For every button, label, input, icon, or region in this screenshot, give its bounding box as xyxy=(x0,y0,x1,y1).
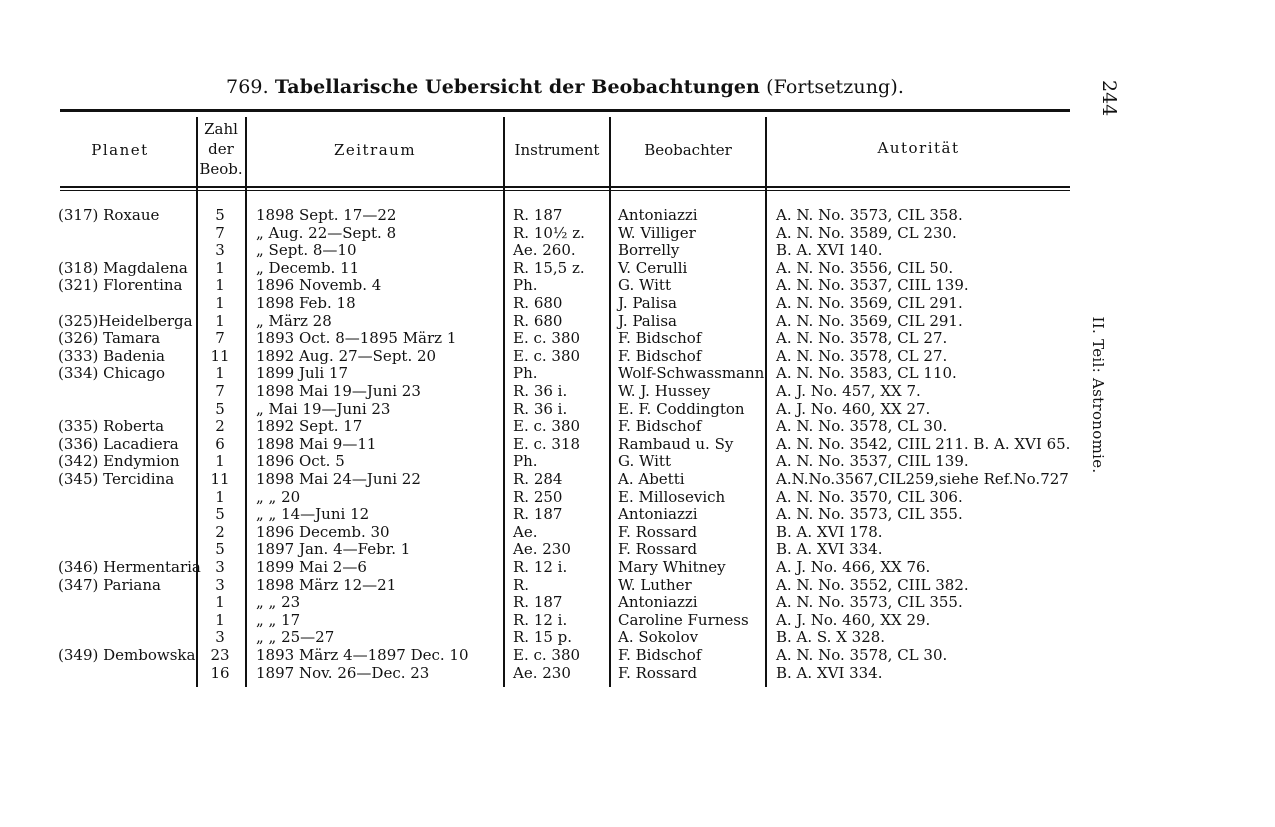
table-row xyxy=(0,418,1075,436)
cell-beobachter: V. Cerulli xyxy=(618,258,688,277)
cell-instrument: Ae. 260. xyxy=(513,241,576,260)
cell-autoritaet: A. N. No. 3537, CIIL 139. xyxy=(776,452,969,471)
cell-planet: (345) Tercidina xyxy=(58,470,175,488)
side-note: II. Teil: Astronomie. xyxy=(1089,316,1107,474)
table-row xyxy=(0,383,1075,401)
table-row xyxy=(0,559,1075,577)
cell-zeitraum: „ Decemb. 11 xyxy=(256,258,360,277)
cell-zeitraum: 1898 Sept. 17—22 xyxy=(256,206,397,224)
cell-beobachter: F. Bidschof xyxy=(618,329,702,348)
cell-zeitraum: 1897 Nov. 26—Dec. 23 xyxy=(256,663,430,682)
cell-instrument: Ph. xyxy=(513,364,538,383)
cell-planet: (318) Magdalena xyxy=(58,258,188,277)
cell-zahl: 1 xyxy=(215,258,225,277)
cell-zahl: 1 xyxy=(215,311,225,330)
table-row xyxy=(0,330,1075,348)
cell-planet: (347) Pariana xyxy=(58,575,161,594)
cell-autoritaet: A. N. No. 3556, CIL 50. xyxy=(776,258,954,277)
cell-beobachter: F. Bidschof xyxy=(618,417,702,436)
cell-zahl: 3 xyxy=(215,575,225,594)
cell-instrument: R. 15 p. xyxy=(513,628,573,647)
cell-zeitraum: 1899 Juli 17 xyxy=(256,364,349,383)
cell-instrument: R. 12 i. xyxy=(513,558,568,576)
cell-zeitraum: 1896 Novemb. 4 xyxy=(256,276,382,295)
cell-planet: (333) Badenia xyxy=(58,346,165,365)
cell-zeitraum: 1898 März 12—21 xyxy=(256,575,397,594)
page-number: 244 xyxy=(1098,80,1120,117)
cell-instrument: Ae. 230 xyxy=(513,540,571,559)
cell-autoritaet: A. N. No. 3573, CIL 358. xyxy=(776,206,963,224)
cell-zahl: 1 xyxy=(215,610,225,629)
cell-instrument: R. 187 xyxy=(513,593,563,612)
cell-instrument: R. 15,5 z. xyxy=(513,258,585,277)
table-row xyxy=(0,436,1075,454)
table-row xyxy=(0,647,1075,665)
cell-instrument: R. 680 xyxy=(513,294,563,312)
cell-autoritaet: A. N. No. 3573, CIL 355. xyxy=(776,505,963,524)
table-row xyxy=(0,577,1075,595)
cell-beobachter: E. Millosevich xyxy=(618,487,726,506)
cell-zahl: 1 xyxy=(215,487,225,506)
title-main: Tabellarische Uebersicht der Beobachtungen xyxy=(274,76,760,98)
cell-instrument: Ph. xyxy=(513,452,538,471)
cell-autoritaet: B. A. XVI 178. xyxy=(776,522,883,541)
cell-zahl: 16 xyxy=(210,663,230,682)
cell-zeitraum: 1898 Mai 19—Juni 23 xyxy=(256,382,421,400)
cell-autoritaet: B. A. XVI 334. xyxy=(776,540,883,559)
table-row xyxy=(0,260,1075,278)
cell-zahl: 11 xyxy=(210,470,230,488)
table-row xyxy=(0,629,1075,647)
table-row xyxy=(0,207,1075,225)
table-row xyxy=(0,506,1075,524)
cell-beobachter: Wolf-Schwassmann xyxy=(618,364,765,383)
cell-beobachter: W. Luther xyxy=(618,575,692,594)
cell-autoritaet: A. N. No. 3589, CL 230. xyxy=(776,223,957,242)
cell-instrument: R. 36 i. xyxy=(513,382,568,400)
cell-beobachter: G. Witt xyxy=(618,276,671,295)
header-zahl-line2: der xyxy=(208,140,234,158)
cell-instrument: Ae. 230 xyxy=(513,663,571,682)
cell-instrument: R. xyxy=(513,575,530,594)
cell-zahl: 1 xyxy=(215,593,225,612)
cell-instrument: R. 680 xyxy=(513,311,563,330)
header-zahl xyxy=(197,119,245,179)
cell-autoritaet: A. N. No. 3583, CL 110. xyxy=(776,364,957,383)
cell-planet: (346) Hermentaria xyxy=(58,558,201,576)
cell-instrument: R. 284 xyxy=(513,470,563,488)
cell-zeitraum: „ „ 23 xyxy=(256,593,301,612)
cell-zeitraum: 1897 Jan. 4—Febr. 1 xyxy=(256,540,411,559)
cell-beobachter: Antoniazzi xyxy=(618,206,698,224)
cell-zeitraum: „ März 28 xyxy=(256,311,332,330)
cell-zahl: 3 xyxy=(215,558,225,576)
table-row xyxy=(0,594,1075,612)
cell-zeitraum: „ „ 25—27 xyxy=(256,628,335,647)
cell-zahl: 7 xyxy=(215,329,225,348)
table-row xyxy=(0,277,1075,295)
cell-zeitraum: 1892 Sept. 17 xyxy=(256,417,363,436)
cell-autoritaet: A. J. No. 466, XX 76. xyxy=(776,558,931,576)
cell-autoritaet: B. A. XVI 140. xyxy=(776,241,883,260)
cell-autoritaet: A. N. No. 3537, CIIL 139. xyxy=(776,276,969,295)
cell-beobachter: Borrelly xyxy=(618,241,680,260)
cell-zeitraum: „ „ 14—Juni 12 xyxy=(256,505,370,524)
cell-beobachter: Caroline Furness xyxy=(618,610,749,629)
cell-zahl: 5 xyxy=(215,206,225,224)
header-zeitraum: Zeitraum xyxy=(333,141,417,159)
cell-beobachter: F. Bidschof xyxy=(618,646,702,664)
cell-autoritaet: B. A. XVI 334. xyxy=(776,663,883,682)
cell-zahl: 5 xyxy=(215,505,225,524)
cell-autoritaet: A. N. No. 3569, CIL 291. xyxy=(776,294,963,312)
table-row xyxy=(0,471,1075,489)
header-planet: Planet xyxy=(91,141,149,159)
cell-beobachter: Antoniazzi xyxy=(618,505,698,524)
cell-zahl: 7 xyxy=(215,223,225,242)
cell-instrument: Ph. xyxy=(513,276,538,295)
cell-beobachter: A. Abetti xyxy=(618,470,685,488)
cell-zeitraum: „ Aug. 22—Sept. 8 xyxy=(256,223,397,242)
header-beobachter: Beobachter xyxy=(644,141,732,159)
cell-zahl: 11 xyxy=(210,346,230,365)
cell-instrument: E. c. 380 xyxy=(513,346,581,365)
table-row xyxy=(0,365,1075,383)
cell-zeitraum: 1892 Aug. 27—Sept. 20 xyxy=(256,346,437,365)
cell-beobachter: F. Rossard xyxy=(618,540,698,559)
cell-planet: (334) Chicago xyxy=(58,364,166,383)
cell-zeitraum: 1896 Decemb. 30 xyxy=(256,522,390,541)
cell-zahl: 2 xyxy=(215,522,225,541)
cell-planet: (317) Roxaue xyxy=(58,206,160,224)
cell-autoritaet: A. N. No. 3578, CL 27. xyxy=(776,346,948,365)
cell-autoritaet: A. N. No. 3570, CIL 306. xyxy=(776,487,963,506)
cell-planet: (349) Dembowska xyxy=(58,646,196,664)
cell-planet: (335) Roberta xyxy=(58,417,165,436)
cell-zahl: 3 xyxy=(215,628,225,647)
title-suffix: (Fortsetzung). xyxy=(766,76,904,98)
cell-autoritaet: A.N.No.3567,CIL259,siehe Ref.No.727 xyxy=(776,470,1069,488)
cell-zeitraum: 1899 Mai 2—6 xyxy=(256,558,367,576)
table-row xyxy=(0,313,1075,331)
cell-beobachter: Antoniazzi xyxy=(618,593,698,612)
table-row xyxy=(0,541,1075,559)
cell-instrument: E. c. 380 xyxy=(513,646,581,664)
table-row xyxy=(0,612,1075,630)
cell-beobachter: W. J. Hussey xyxy=(618,382,711,400)
header-rule-2 xyxy=(60,190,1070,191)
title-number: 769. xyxy=(226,76,269,98)
cell-instrument: R. 250 xyxy=(513,487,563,506)
cell-autoritaet: A. J. No. 460, XX 27. xyxy=(776,399,931,418)
cell-zeitraum: 1898 Mai 9—11 xyxy=(256,434,377,453)
cell-autoritaet: A. N. No. 3573, CIL 355. xyxy=(776,593,963,612)
cell-planet: (342) Endymion xyxy=(58,452,180,471)
cell-beobachter: F. Rossard xyxy=(618,522,698,541)
cell-instrument: E. c. 380 xyxy=(513,329,581,348)
cell-beobachter: Mary Whitney xyxy=(618,558,726,576)
cell-beobachter: W. Villiger xyxy=(618,223,696,242)
cell-zeitraum: „ Mai 19—Juni 23 xyxy=(256,399,391,418)
cell-autoritaet: A. J. No. 457, XX 7. xyxy=(776,382,921,400)
table-row xyxy=(0,489,1075,507)
cell-autoritaet: A. N. No. 3542, CIIL 211. B. A. XVI 65. xyxy=(776,434,1071,453)
cell-zeitraum: 1893 März 4—1897 Dec. 10 xyxy=(256,646,469,664)
cell-zeitraum: „ „ 20 xyxy=(256,487,301,506)
table-row xyxy=(0,665,1075,683)
cell-autoritaet: A. N. No. 3569, CIL 291. xyxy=(776,311,963,330)
cell-instrument: E. c. 380 xyxy=(513,417,581,436)
header-zahl-line3: Beob. xyxy=(199,160,243,178)
table-row xyxy=(0,401,1075,419)
cell-zahl: 5 xyxy=(215,540,225,559)
cell-beobachter: J. Palisa xyxy=(618,294,677,312)
cell-zahl: 1 xyxy=(215,452,225,471)
cell-zahl: 7 xyxy=(215,382,225,400)
table-row xyxy=(0,295,1075,313)
cell-beobachter: F. Rossard xyxy=(618,663,698,682)
cell-zeitraum: 1898 Feb. 18 xyxy=(256,294,356,312)
cell-autoritaet: A. N. No. 3552, CIIL 382. xyxy=(776,575,969,594)
cell-instrument: E. c. 318 xyxy=(513,434,581,453)
cell-beobachter: A. Sokolov xyxy=(618,628,699,647)
cell-instrument: R. 10½ z. xyxy=(513,223,585,242)
cell-instrument: R. 187 xyxy=(513,206,563,224)
cell-beobachter: E. F. Coddington xyxy=(618,399,745,418)
header-zahl-line1: Zahl xyxy=(204,120,238,138)
table-row xyxy=(0,348,1075,366)
cell-autoritaet: B. A. S. X 328. xyxy=(776,628,886,647)
cell-zahl: 1 xyxy=(215,364,225,383)
table-row xyxy=(0,225,1075,243)
cell-zahl: 1 xyxy=(215,294,225,312)
header-instrument: Instrument xyxy=(514,141,600,159)
cell-beobachter: F. Bidschof xyxy=(618,346,702,365)
header-rule xyxy=(60,186,1070,188)
cell-autoritaet: A. N. No. 3578, CL 30. xyxy=(776,417,948,436)
cell-autoritaet: A. N. No. 3578, CL 27. xyxy=(776,329,948,348)
header-autoritaet: Autorität xyxy=(877,139,960,157)
cell-instrument: Ae. xyxy=(513,522,538,541)
cell-planet: (325)Heidelberga xyxy=(58,311,193,330)
cell-planet: (326) Tamara xyxy=(58,329,161,348)
cell-instrument: R. 36 i. xyxy=(513,399,568,418)
cell-instrument: R. 12 i. xyxy=(513,610,568,629)
cell-planet: (336) Lacadiera xyxy=(58,434,179,453)
cell-beobachter: G. Witt xyxy=(618,452,671,471)
cell-zeitraum: 1896 Oct. 5 xyxy=(256,452,345,471)
cell-zahl: 23 xyxy=(210,646,230,664)
page-title xyxy=(0,76,1130,98)
table-row xyxy=(0,242,1075,260)
cell-zeitraum: „ Sept. 8—10 xyxy=(256,241,357,260)
cell-zahl: 2 xyxy=(215,417,225,436)
cell-zeitraum: 1898 Mai 24—Juni 22 xyxy=(256,470,421,488)
cell-zeitraum: 1893 Oct. 8—1895 März 1 xyxy=(256,329,457,348)
table-row xyxy=(0,524,1075,542)
cell-zahl: 1 xyxy=(215,276,225,295)
cell-beobachter: J. Palisa xyxy=(618,311,677,330)
cell-zahl: 5 xyxy=(215,399,225,418)
cell-beobachter: Rambaud u. Sy xyxy=(618,434,734,453)
cell-autoritaet: A. N. No. 3578, CL 30. xyxy=(776,646,948,664)
cell-instrument: R. 187 xyxy=(513,505,563,524)
top-rule xyxy=(60,109,1070,112)
cell-zahl: 3 xyxy=(215,241,225,260)
cell-autoritaet: A. J. No. 460, XX 29. xyxy=(776,610,931,629)
table-row xyxy=(0,453,1075,471)
cell-zeitraum: „ „ 17 xyxy=(256,610,301,629)
cell-zahl: 6 xyxy=(215,434,225,453)
cell-planet: (321) Florentina xyxy=(58,276,183,295)
